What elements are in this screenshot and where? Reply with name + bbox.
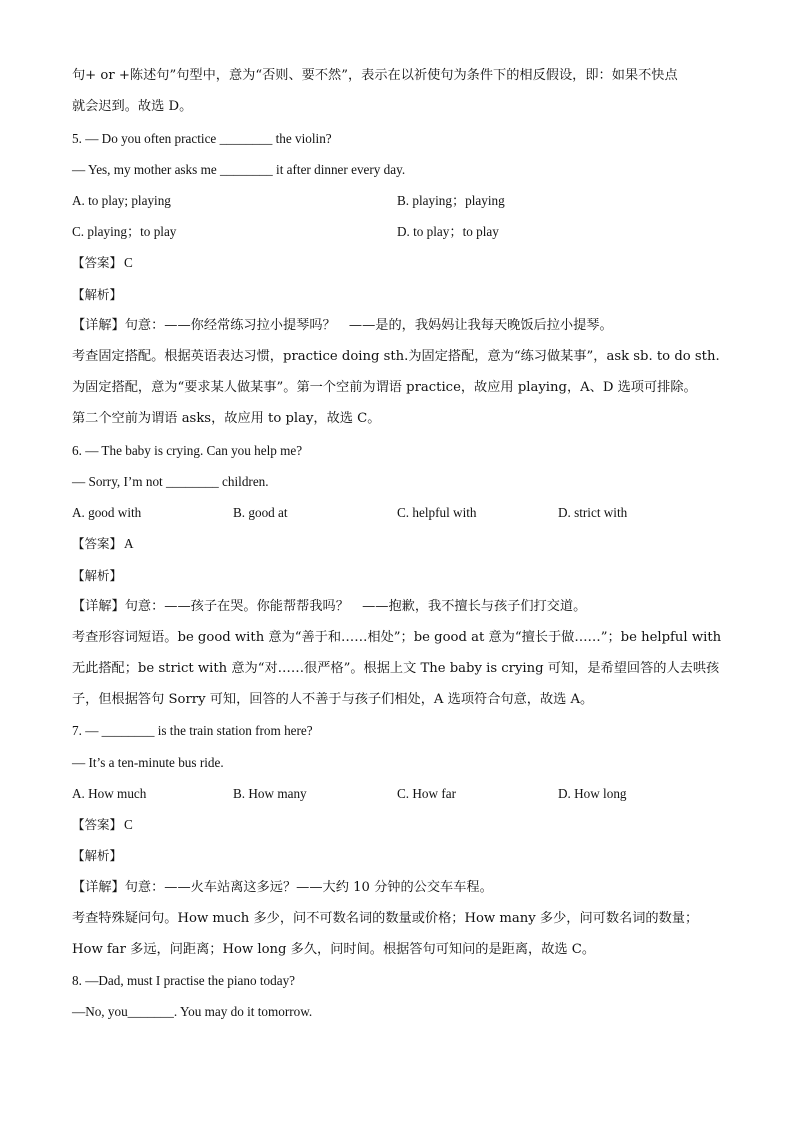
q6-detail: 【详解】句意：——孩子在哭。你能帮帮我吗？ ——抱歉，我不擅长与孩子们打交道。 (72, 599, 587, 614)
q7-option-d: D. How long (558, 786, 627, 801)
q8-reply: —No, you_______. You may do it tomorrow. (72, 1004, 313, 1019)
q7-option-a: A. How much (72, 786, 147, 801)
answer-value: A (124, 536, 134, 551)
q5-detail: 【详解】句意：——你经常练习拉小提琴吗？ ——是的，我妈妈让我每天晚饭后拉小提琴。 (72, 318, 613, 333)
q5-reply: — Yes, my mother asks me ________ it after dinner every day. (72, 162, 406, 177)
q6-option-c: C. helpful with (397, 505, 477, 520)
q5-option-d: D. to play；to play (397, 224, 499, 239)
q6-explanation-3: 子，但根据答句 Sorry 可知，回答的人不善于与孩子们相处，A 选项符合句意，故选 A。 (72, 692, 594, 707)
q7-reply: — It’s a ten-minute bus ride. (72, 755, 224, 770)
q6-explanation-2: 无此搭配；be strict with 意为“对……很严格”。根据上文 The baby is crying 可知，是希望回答的人去哄孩 (72, 661, 720, 676)
q7-answer (72, 815, 133, 835)
prev-explanation-line-1: 句+ or +陈述句”句型中，意为“否则、要不然”，表示在以祈使句为条件下的相反假设，即：如果不快点 (72, 68, 678, 83)
q5-explanation-3: 第二个空前为谓语 asks，故应用 to play，故选 C。 (72, 411, 381, 426)
q6-reply: — Sorry, I’m not ________ children. (72, 474, 269, 489)
q5-stem: 5. — Do you often practice ________ the violin? (72, 131, 332, 146)
q7-detail: 【详解】句意：——火车站离这多远？——大约 10 分钟的公交车车程。 (72, 880, 493, 895)
q6-analysis-heading: 【解析】 (72, 568, 123, 583)
q7-option-b: B. How many (233, 786, 307, 801)
q5-analysis-heading: 【解析】 (72, 287, 123, 302)
q5-explanation-1: 考查固定搭配。根据英语表达习惯，practice doing sth.为固定搭配，意为“练习做某事”，ask sb. to do sth. (72, 349, 720, 364)
q5-option-c: C. playing；to play (72, 224, 177, 239)
q6-answer (72, 534, 134, 554)
q6-explanation-1: 考查形容词短语。be good with 意为“善于和……相处”；be good at 意为“擅长于做……”；be helpful with (72, 630, 722, 645)
q7-explanation-1: 考查特殊疑问句。How much 多少，问不可数名词的数量或价格；How many 多少，问可数名词的数量； (72, 911, 699, 926)
prev-explanation-line-2: 就会迟到。故选 D。 (72, 99, 193, 114)
answer-label: 【答案】 (72, 536, 123, 551)
q5-option-a: A. to play; playing (72, 193, 171, 208)
q6-option-a: A. good with (72, 505, 142, 520)
q7-analysis-heading: 【解析】 (72, 848, 123, 863)
q8-stem: 8. —Dad, must I practise the piano today? (72, 973, 296, 988)
answer-label: 【答案】 (72, 255, 123, 270)
q5-answer (72, 253, 133, 273)
q7-option-c: C. How far (397, 786, 456, 801)
answer-value: C (124, 817, 133, 832)
q7-explanation-2: How far 多远，问距离；How long 多久，问时间。根据答句可知问的是距离，故选 C。 (72, 942, 596, 957)
q6-option-d: D. strict with (558, 505, 628, 520)
q6-stem: 6. — The baby is crying. Can you help me? (72, 443, 303, 458)
q5-explanation-2: 为固定搭配，意为“要求某人做某事”。第一个空前为谓语 practice，故应用 playing，A、D 选项可排除。 (72, 380, 697, 395)
q5-option-b: B. playing；playing (397, 193, 505, 208)
q7-stem: 7. — ________ is the train station from here? (72, 723, 313, 738)
answer-value: C (124, 255, 133, 270)
q6-option-b: B. good at (233, 505, 288, 520)
answer-label: 【答案】 (72, 817, 123, 832)
